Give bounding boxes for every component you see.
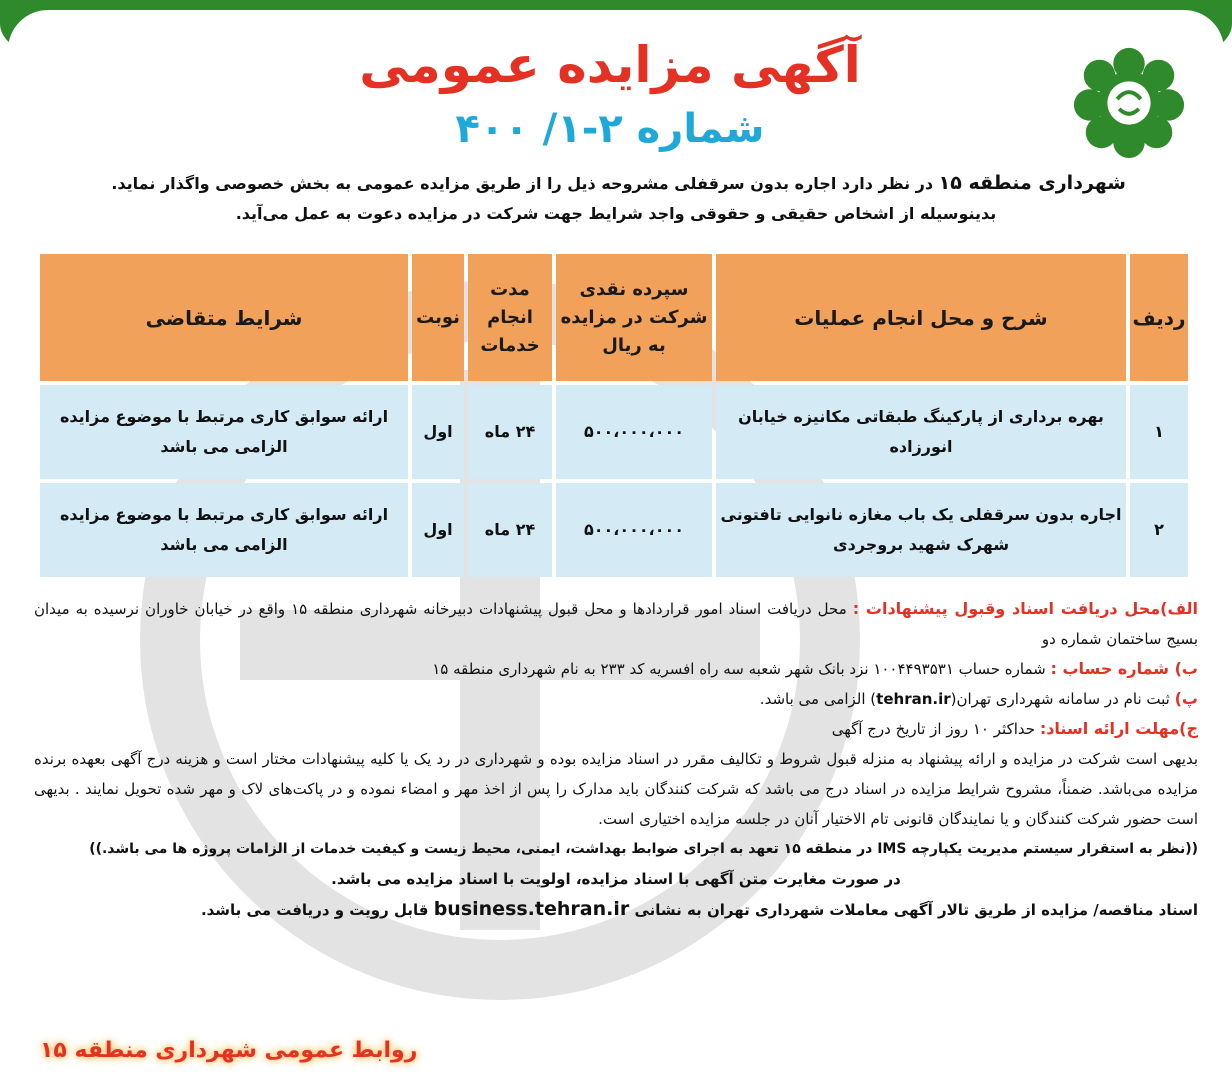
tehran-site-link[interactable]: tehran.ir bbox=[876, 690, 951, 708]
section-j bbox=[34, 714, 1198, 744]
row-duration: ۲۴ ماه bbox=[468, 483, 552, 577]
ad-number: شماره ۲-۱/ ۴۰۰ bbox=[455, 106, 765, 152]
section-b-label: ب) شماره حساب : bbox=[1050, 659, 1198, 678]
row-duration: ۲۴ ماه bbox=[468, 385, 552, 479]
table-header-row bbox=[40, 254, 1188, 381]
section-a bbox=[34, 594, 1198, 654]
public-relations-signature: روابط عمومی شهرداری منطقه ۱۵ bbox=[40, 1038, 418, 1063]
row-turn: اول bbox=[412, 385, 464, 479]
details-section bbox=[34, 594, 1198, 925]
auction-table bbox=[36, 250, 1192, 581]
row-number: ۱ bbox=[1130, 385, 1188, 479]
section-a-text: محل دریافت اسناد امور قراردادها و محل قبول پیشنهادات دبیرخانه شهرداری منطقه ۱۵ واقع در خیابان خاوران نرسیده به میدان بسیج ساختمان شماره دو bbox=[34, 600, 1198, 648]
row-deposit: ۵۰۰،۰۰۰،۰۰۰ bbox=[556, 483, 712, 577]
table-row bbox=[40, 483, 1188, 577]
business-site-link[interactable]: business.tehran.ir bbox=[433, 898, 630, 920]
header-description: شرح و محل انجام عملیات bbox=[716, 254, 1126, 381]
header-duration: مدت انجام خدمات bbox=[468, 254, 552, 381]
section-b-text: شماره حساب ۱۰۰۴۴۹۳۵۳۱ نزد بانک شهر شعبه سه راه افسریه کد ۲۳۳ به نام شهرداری منطقه ۱۵ bbox=[432, 660, 1046, 678]
row-turn: اول bbox=[412, 483, 464, 577]
documents-text-1: اسناد مناقصه/ مزایده از طریق تالار آگهی معاملات شهرداری تهران به نشانی bbox=[634, 901, 1198, 919]
header-deposit: سپرده نقدی شرکت در مزایده به ریال bbox=[556, 254, 712, 381]
intro-paragraph bbox=[106, 168, 1126, 229]
conflict-note: در صورت مغایرت متن آگهی با اسناد مزایده، اولویت با اسناد مزایده می باشد. bbox=[331, 870, 901, 888]
header-turn: نوبت bbox=[412, 254, 464, 381]
row-conditions: ارائه سوابق کاری مرتبط با موضوع مزایده الزامی می باشد bbox=[40, 385, 408, 479]
section-p bbox=[34, 684, 1198, 714]
header-row-number: ردیف bbox=[1130, 254, 1188, 381]
row-description: بهره برداری از پارکینگ طبقاتی مکانیزه خیابان انورزاده bbox=[716, 385, 1126, 479]
header-conditions: شرایط متقاضی bbox=[40, 254, 408, 381]
tehran-municipality-logo bbox=[1070, 42, 1188, 160]
intro-text-2: بدینوسیله از اشخاص حقیقی و حقوقی واجد شرایط جهت شرکت در مزایده دعوت به عمل می‌آید. bbox=[235, 204, 997, 223]
terms-paragraph: بدیهی است شرکت در مزایده و ارائه پیشنهاد به منزله قبول شروط و تکالیف مقرر در اسناد مزایده بوده و شهرداری در رد یک یا کلیه پیشنهادات مختار است و هزینه درج آگهی بعهده برنده مزایده می‌باشد. ضمناً، مشروح شرایط مزایده در اسناد درج می باشد که شرکت کنندگان باید مدارک را پس از اخذ مهر و امضاء نموده و در پاکت‌های لاک و مهر شده تحویل نمایند . بدیهی است حضور شرکت کنندگان و یا نمایندگان قانونی تام الاختیار آنان در جلسه مزایده اختیاری است. bbox=[34, 750, 1198, 828]
intro-text-1: در نظر دارد اجاره بدون سرقفلی مشروحه ذیل را از طریق مزایده عمومی به بخش خصوصی واگذار نماید. bbox=[111, 174, 934, 193]
row-conditions: ارائه سوابق کاری مرتبط با موضوع مزایده الزامی می باشد bbox=[40, 483, 408, 577]
ad-title: آگهی مزایده عمومی bbox=[359, 36, 861, 94]
table-row bbox=[40, 385, 1188, 479]
row-description: اجاره بدون سرقفلی یک باب مغازه نانوایی تافتونی شهرک شهید بروجردی bbox=[716, 483, 1126, 577]
section-p-text-1: ثبت نام در سامانه شهرداری تهران( bbox=[950, 690, 1170, 708]
section-a-label: الف)محل دریافت اسناد وقبول پیشنهادات : bbox=[852, 599, 1198, 618]
row-number: ۲ bbox=[1130, 483, 1188, 577]
organization-name: شهرداری منطقه ۱۵ bbox=[938, 172, 1126, 194]
section-p-label: پ) bbox=[1174, 689, 1198, 708]
section-j-text: حداکثر ۱۰ روز از تاریخ درج آگهی bbox=[831, 720, 1036, 738]
documents-text-2: قابل رویت و دریافت می باشد. bbox=[200, 901, 429, 919]
documents-note bbox=[34, 894, 1198, 925]
row-deposit: ۵۰۰،۰۰۰،۰۰۰ bbox=[556, 385, 712, 479]
ims-note: ((نظر به استقرار سیستم مدیریت یکپارچه IMS در منطقه ۱۵ تعهد به اجرای ضوابط بهداشت، ایمنی، محیط زیست و کیفیت خدمات از الزامات پروژه ها می باشد.)) bbox=[89, 841, 1198, 857]
section-p-text-2: ) الزامی می باشد. bbox=[759, 690, 877, 708]
section-b bbox=[34, 654, 1198, 684]
section-j-label: ج)مهلت ارائه اسناد: bbox=[1039, 719, 1198, 738]
